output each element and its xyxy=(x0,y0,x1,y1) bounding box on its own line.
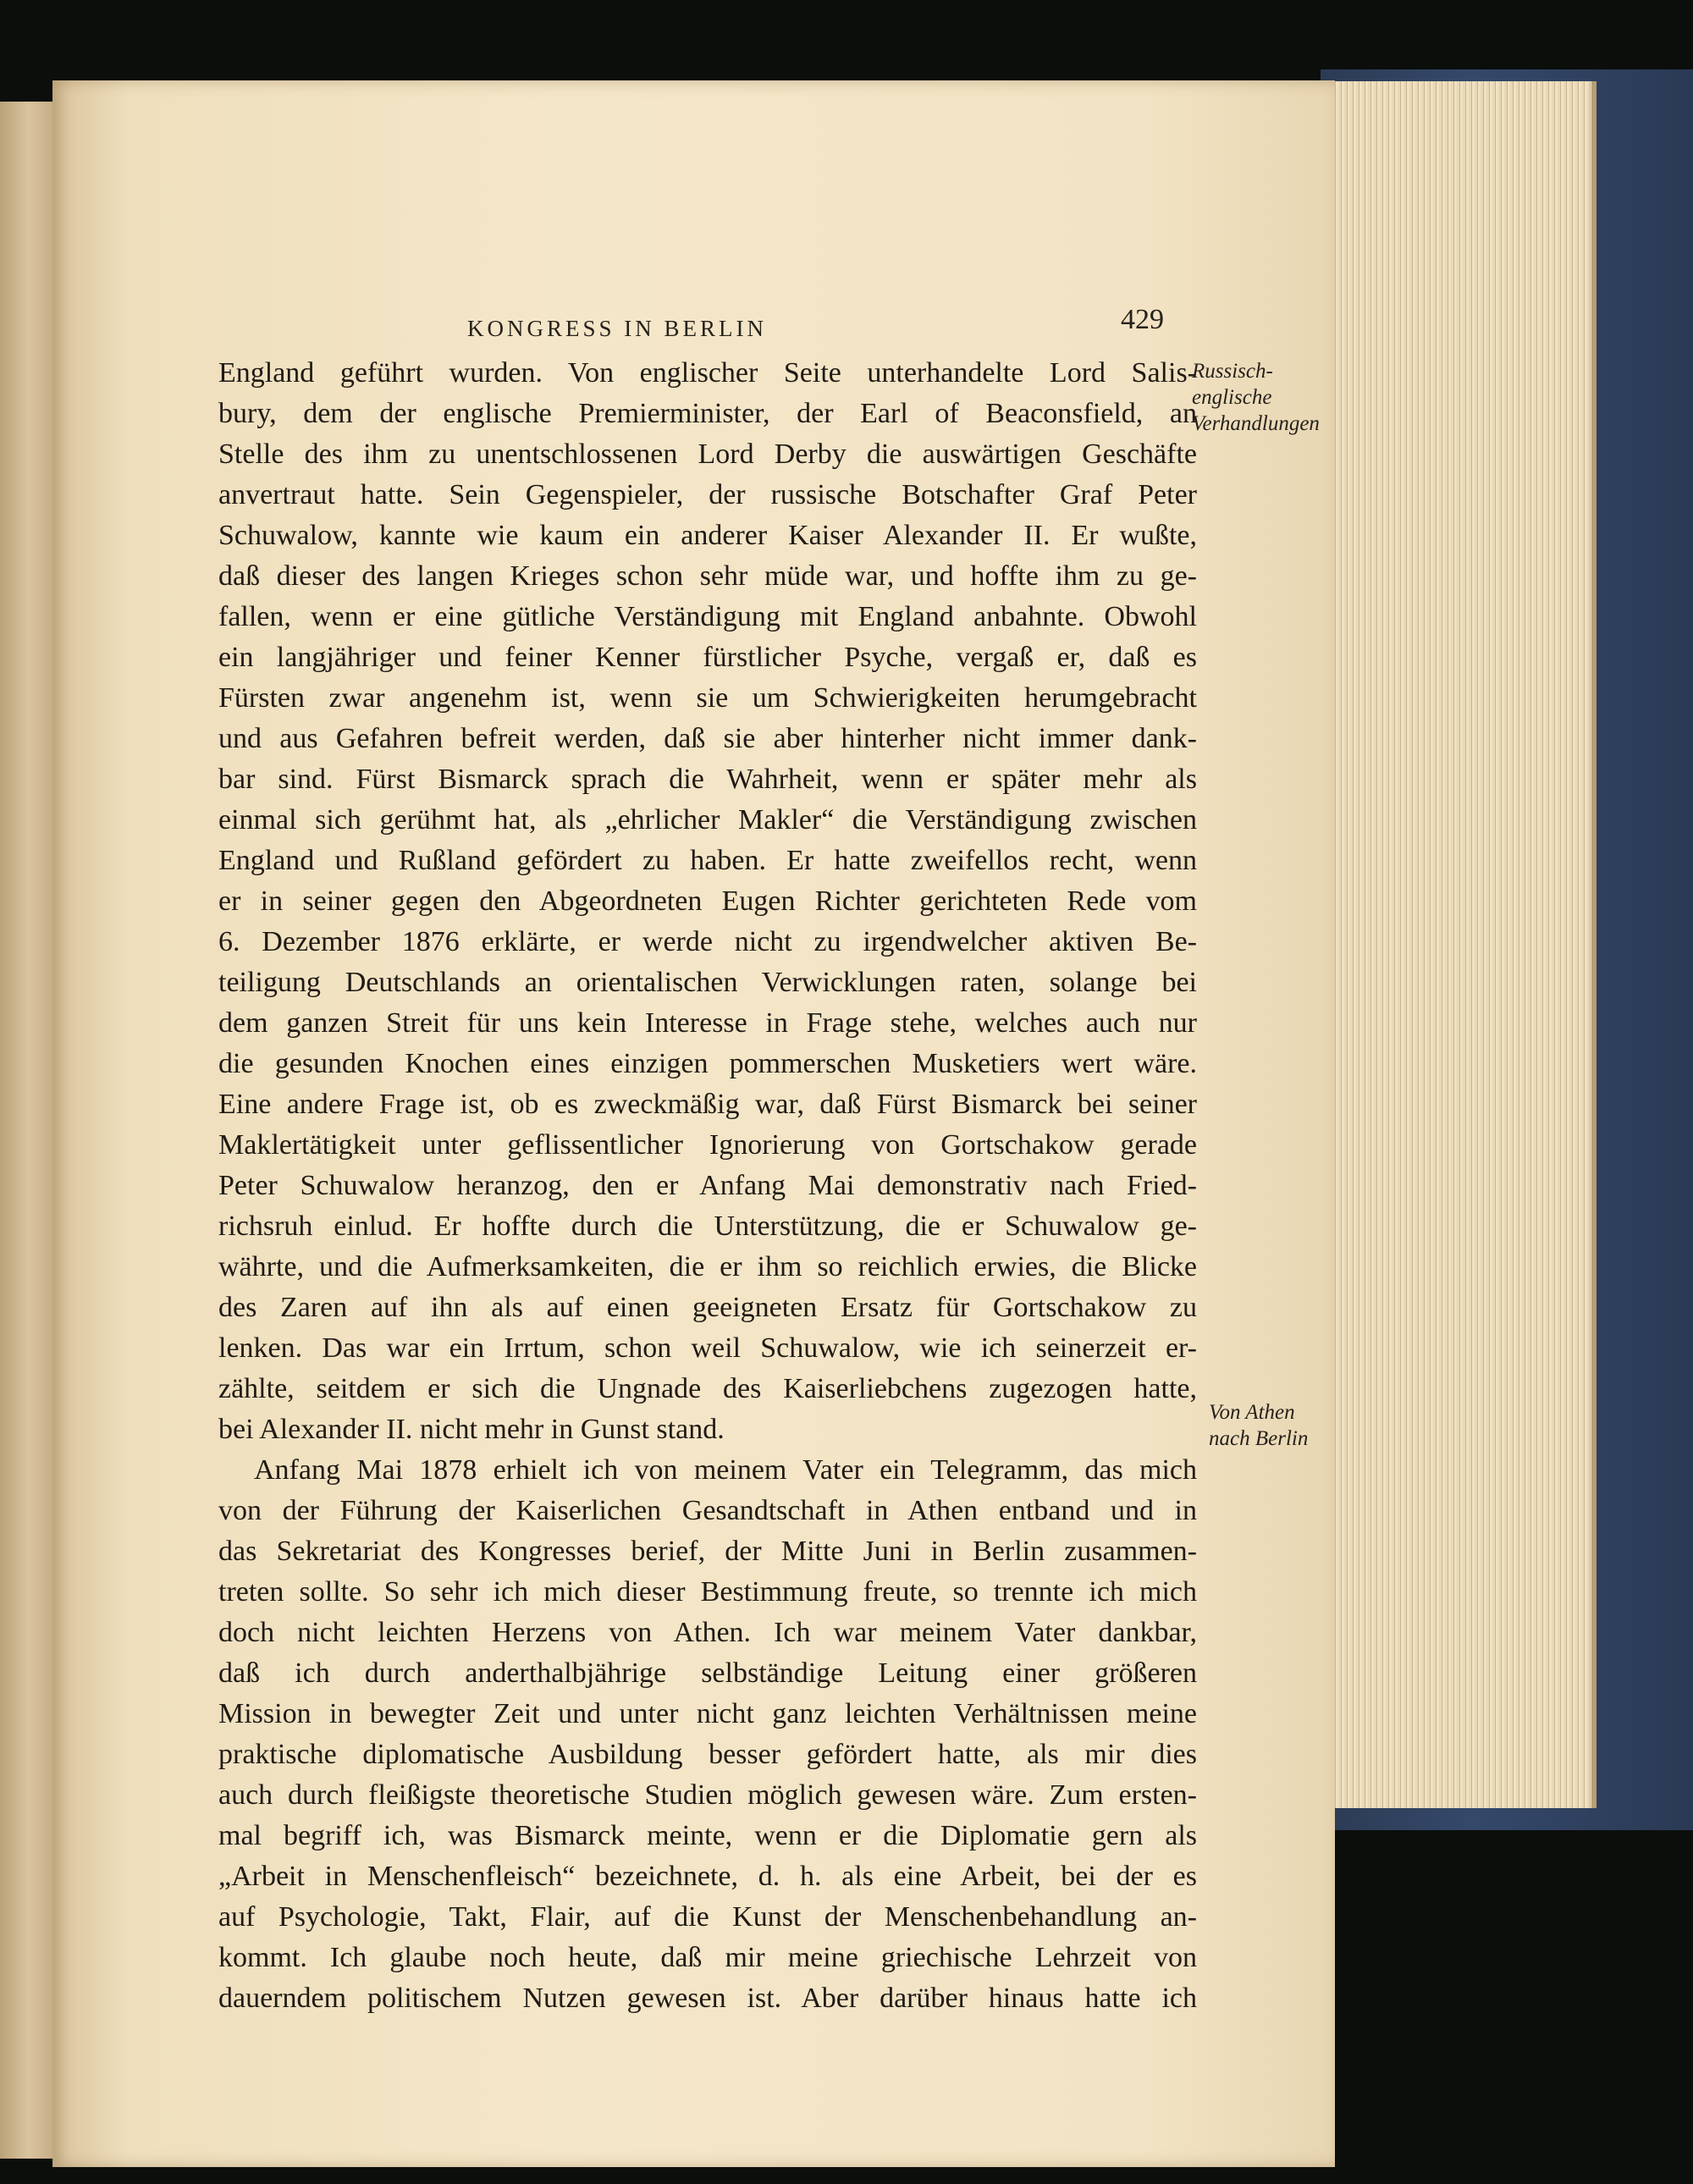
text-line: das Sekretariat des Kongresses berief, der Mitte Juni in Berlin zusammen- xyxy=(218,1536,1197,1567)
text-line: England geführt wurden. Von englischer Seite unterhandelte Lord Salis- xyxy=(218,357,1197,389)
text-line: bury, dem der englische Premierminister, der Earl of Beaconsfield, an xyxy=(218,398,1197,429)
text-line: praktische diplomatische Ausbildung besser gefördert hatte, als mir dies xyxy=(218,1739,1197,1770)
margin-note-von-athen xyxy=(1209,1399,1308,1452)
text-line: einmal sich gerühmt hat, als „ehrlicher Makler“ die Verständigung zwischen xyxy=(218,804,1197,836)
text-line: des Zaren auf ihn als auf einen geeigneten Ersatz für Gortschakow zu xyxy=(218,1292,1197,1323)
text-line: auch durch fleißigste theoretische Studien möglich gewesen wäre. Zum ersten- xyxy=(218,1779,1197,1811)
text-line: treten sollte. So sehr ich mich dieser Bestimmung freute, so trennte ich mich xyxy=(218,1576,1197,1608)
text-line: Schuwalow, kannte wie kaum ein anderer Kaiser Alexander II. Er wußte, xyxy=(218,520,1197,551)
page-block-edges xyxy=(1321,81,1596,1808)
body-text xyxy=(218,353,1197,2019)
margin-note-line: Von Athen xyxy=(1209,1401,1295,1424)
text-line: daß ich durch anderthalbjährige selbständige Leitung einer größeren xyxy=(218,1657,1197,1689)
text-line: bar sind. Fürst Bismarck sprach die Wahrheit, wenn er später mehr als xyxy=(218,764,1197,795)
text-line: Mission in bewegter Zeit und unter nicht ganz leichten Verhältnissen meine xyxy=(218,1698,1197,1729)
text-line: auf Psychologie, Takt, Flair, auf die Kunst der Menschenbehandlung an- xyxy=(218,1901,1197,1933)
text-line: Maklertätigkeit unter geflissentlicher Ignorierung von Gortschakow gerade xyxy=(218,1129,1197,1161)
margin-note-russisch-englische xyxy=(1192,358,1320,437)
text-line: dem ganzen Streit für uns kein Interesse in Frage stehe, welches auch nur xyxy=(218,1007,1197,1039)
text-line: Peter Schuwalow heranzog, den er Anfang Mai demonstrativ nach Fried- xyxy=(218,1170,1197,1201)
margin-note-line: englische xyxy=(1192,386,1272,409)
margin-note-line: Russisch- xyxy=(1192,360,1273,383)
page-number: 429 xyxy=(1121,304,1164,335)
text-line: zählte, seitdem er sich die Ungnade des Kaiserliebchens zugezogen hatte, xyxy=(218,1373,1197,1404)
paragraph-start-line: Anfang Mai 1878 erhielt ich von meinem Vater ein Telegramm, das mich xyxy=(254,1454,1197,1486)
text-line: teiligung Deutschlands an orientalischen Verwicklungen raten, solange bei xyxy=(218,967,1197,998)
book-page xyxy=(52,80,1335,2167)
text-line: lenken. Das war ein Irrtum, schon weil Schuwalow, wie ich seinerzeit er- xyxy=(218,1332,1197,1364)
text-line: 6. Dezember 1876 erklärte, er werde nicht zu irgendwelcher aktiven Be- xyxy=(218,926,1197,957)
text-line: währte, und die Aufmerksamkeiten, die er ihm so reichlich erwies, die Blicke xyxy=(218,1251,1197,1282)
text-line: Fürsten zwar angenehm ist, wenn sie um Schwierigkeiten herumgebracht xyxy=(218,682,1197,714)
margin-note-line: nach Berlin xyxy=(1209,1427,1309,1450)
text-line: doch nicht leichten Herzens von Athen. Ich war meinem Vater dankbar, xyxy=(218,1617,1197,1648)
text-line: Eine andere Frage ist, ob es zweckmäßig war, daß Fürst Bismarck bei seiner xyxy=(218,1089,1197,1120)
facing-page-edge xyxy=(0,102,52,2159)
text-line: dauerndem politischem Nutzen gewesen ist. Aber darüber hinaus hatte ich xyxy=(218,1983,1197,2014)
text-line: mal begriff ich, was Bismarck meinte, wenn er die Diplomatie gern als xyxy=(218,1820,1197,1851)
text-line: richsruh einlud. Er hoffte durch die Unterstützung, die er Schuwalow ge- xyxy=(218,1211,1197,1242)
text-line: Stelle des ihm zu unentschlossenen Lord Derby die auswärtigen Geschäfte xyxy=(218,438,1197,470)
text-line: anvertraut hatte. Sein Gegenspieler, der russische Botschafter Graf Peter xyxy=(218,479,1197,510)
text-line: ein langjähriger und feiner Kenner fürstlicher Psyche, vergaß er, daß es xyxy=(218,642,1197,673)
paragraph-end-line: bei Alexander II. nicht mehr in Gunst stand. xyxy=(218,1414,725,1445)
text-line: „Arbeit in Menschenfleisch“ bezeichnete, d. h. als eine Arbeit, bei der es xyxy=(218,1861,1197,1892)
text-line: England und Rußland gefördert zu haben. Er hatte zweifellos recht, wenn xyxy=(218,845,1197,876)
text-line: und aus Gefahren befreit werden, daß sie aber hinterher nicht immer dank- xyxy=(218,723,1197,754)
text-line: er in seiner gegen den Abgeordneten Eugen Richter gerichteten Rede vom xyxy=(218,885,1197,917)
text-line: fallen, wenn er eine gütliche Verständigung mit England anbahnte. Obwohl xyxy=(218,601,1197,632)
text-line: von der Führung der Kaiserlichen Gesandtschaft in Athen entband und in xyxy=(218,1495,1197,1526)
text-line: daß dieser des langen Krieges schon sehr müde war, und hoffte ihm zu ge- xyxy=(218,560,1197,592)
text-line: kommt. Ich glaube noch heute, daß mir meine griechische Lehrzeit von xyxy=(218,1942,1197,1973)
text-line: die gesunden Knochen eines einzigen pommerschen Musketiers wert wäre. xyxy=(218,1048,1197,1079)
running-head: KONGRESS IN BERLIN xyxy=(467,316,768,341)
margin-note-line: Verhandlungen xyxy=(1192,412,1320,435)
